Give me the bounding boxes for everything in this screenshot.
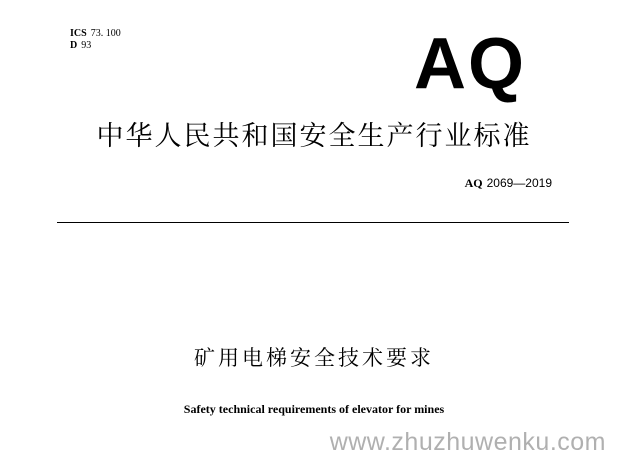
watermark: www.zhuzhuwenku.com	[329, 428, 606, 456]
document-title-english: Safety technical requirements of elevator for mines	[183, 402, 445, 416]
document-title-chinese: 矿用电梯安全技术要求	[194, 346, 434, 370]
ics-value: 73. 100	[90, 28, 121, 39]
ccs-line	[70, 40, 121, 52]
standard-title: 中华人民共和国安全生产行业标准	[96, 121, 532, 152]
aq-logo: AQ	[414, 24, 526, 104]
ccs-value: 93	[81, 40, 92, 51]
classification-codes	[70, 28, 121, 52]
ics-line	[70, 28, 121, 40]
ics-label: ICS	[70, 28, 87, 39]
standard-number-value: 2069—2019	[486, 176, 552, 190]
ccs-label: D	[70, 40, 78, 51]
standard-number-prefix: AQ	[464, 176, 483, 190]
header-divider	[57, 222, 569, 223]
standard-number	[465, 175, 552, 191]
